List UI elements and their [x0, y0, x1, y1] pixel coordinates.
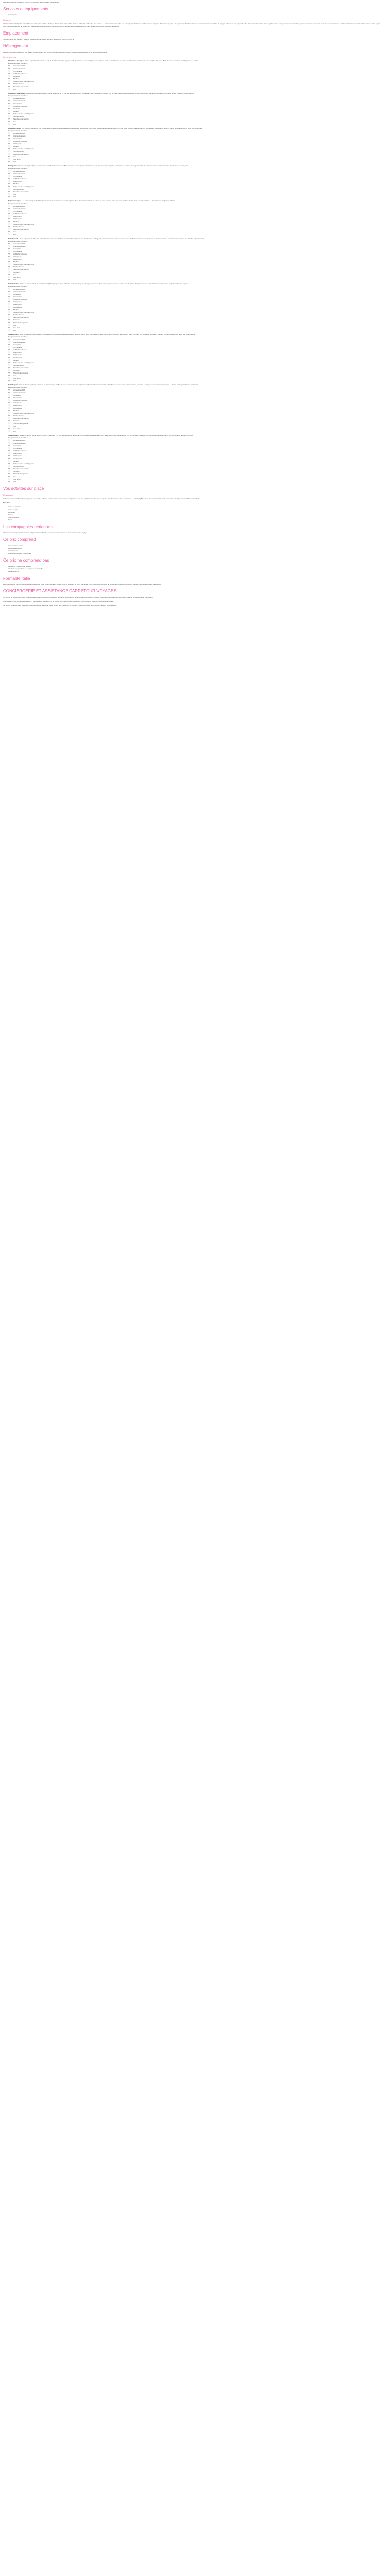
room-equipment-item: ◦ Terrasse [13, 369, 382, 372]
room-equipment-list [8, 288, 382, 332]
room-equipment-item: ◦ Accessibles PMR [13, 439, 382, 442]
excludes-item: • Les boissons, pourboires et dépenses personnelles [8, 568, 382, 570]
rooms-section-title: Hébergement [3, 44, 28, 48]
room-equipment-item: ◦ Wifi [13, 88, 382, 91]
room-equipment-item: ◦ Living room [13, 351, 382, 354]
rooms-head: Les chambres [3, 56, 17, 58]
room-equipment-label: Équipement de la chambre : [8, 240, 28, 242]
room-equipment-item: ◦ Accessibles PMR [13, 205, 382, 208]
about-title: Résumé [3, 19, 11, 21]
room-separator: : [21, 200, 23, 202]
room-equipment-item: ◦ Télévision par satellite [13, 468, 382, 470]
room-equipment-item: ◦ Accessibles PMR [13, 97, 382, 100]
includes-list [3, 545, 382, 555]
room-equipment-item: ◦ Sèche-cheveux [13, 266, 382, 268]
room-separator: : [18, 434, 20, 436]
room-equipment-item: ◦ Lit d'appoint [13, 457, 382, 460]
room-equipment-item: ◦ Canapé-lit [13, 394, 382, 397]
room-equipment-item: ◦ Vue jardin [13, 327, 382, 329]
room-equipment-item: ◦ Minibar [13, 183, 382, 185]
companies-title: Les compagnies aériennes [3, 524, 53, 529]
room-equipment-item: ◦ Salle de bains avec baignoire [13, 412, 382, 415]
room-equipment-item: ◦ Vue [13, 274, 382, 276]
room-equipment-item: ◦ Accessibles PMR [13, 132, 382, 135]
room-equipment-item: ◦ Lit king size [13, 180, 382, 183]
room-separator: : [25, 92, 27, 94]
room-equipment-item: ◦ Coffre-fort individuel [13, 140, 382, 143]
room-equipment-item: ◦ Coffre-fort individuel [13, 399, 382, 402]
room-equipment-item: ◦ Minibar [13, 78, 382, 80]
room-equipment-item: ◦ Climatisation [13, 175, 382, 178]
room-name: Suite Valadier [8, 283, 19, 285]
room-equipment-item: ◦ Télévision par satellite [13, 228, 382, 231]
room-equipment-item: ◦ Articles de toilette [13, 135, 382, 138]
room-equipment-item: ◦ Télévision par satellite [13, 316, 382, 319]
room-item [8, 60, 382, 91]
companies-text: La liste des compagnies aériennes est indiquée à titre indicatif et peut être modifiée lors de la réservation de votre voyage. [3, 532, 87, 534]
room-description: D'une superficie d'au moins 18 m2, la chambre classique propose un lit queen size (ou deux lits jumeaux) et donne sur la cour intérieure. Elle offre une décoration traditionnelle et un mobilier d'époque. Salle de bains en marbre avec baignoire et douche. [25, 60, 199, 62]
room-equipment-item: ◦ Canapé-lit [13, 248, 382, 250]
includes-item: • Les vols aller / retour [8, 545, 382, 547]
room-equipment-label: Équipement de la chambre : [8, 386, 28, 388]
room-equipment-item: ◦ Salle de bains avec baignoire [13, 263, 382, 266]
room-equipment-item: ◦ Lit double [13, 75, 382, 78]
room-equipment-item: ◦ Télévision par satellite [13, 417, 382, 420]
room-equipment-item: ◦ Terrasse [13, 271, 382, 274]
room-equipment-item: ◦ Salle de bains avec baignoire [13, 362, 382, 364]
room-equipment-item: ◦ Terrasse [13, 319, 382, 321]
room-equipment-list [8, 170, 382, 198]
room-equipment-item: ◦ Coffre-fort individuel [13, 178, 382, 180]
excludes-item: • Les visites, excursions et activités [8, 565, 382, 568]
room-equipment-list [8, 389, 382, 433]
room-equipment-item: ◦ Télévision par satellite [13, 367, 382, 369]
room-equipment-item: ◦ Vue jardin [13, 377, 382, 380]
room-equipment-item: ◦ Articles de toilette [13, 341, 382, 344]
room-equipment-item: ◦ Télévision par satellite [13, 191, 382, 193]
includes-item: • Les transferts [8, 550, 382, 552]
room-equipment-item: ◦ Minibar [13, 221, 382, 223]
room-item [8, 384, 382, 433]
room-description: La chambre deluxe (30 m2) est décorée dans des couleurs claires et chaleureuses. Elle dispose d'un lit king size ou de deux lits jumeaux, d'un coin salon et d'une salle de bains en marbre avec baignoire et douche. Vue sur le jardin secret ou sur la cour intérieure. [22, 127, 203, 129]
restaurant-title: Restaurant [3, 494, 13, 496]
room-description: D'une superficie de 80 m2, la suite Vasselli donne sur le jardin et la place. Elle comprend une chambre avec lit king size, un salon séparé, un bureau et une salle de bains en marbre avec baignoire et douche. La suite peut communiquer avec une chambre supplémentaire. [19, 238, 205, 240]
room-equipment-item: ◦ Articles de toilette [13, 291, 382, 293]
includes-title: Ce prix comprend [3, 537, 36, 542]
room-description: Située au sixième étage, la suite Valadier (90 m2) dispose d'une chambre avec un lit king size, d'un grand salon et d'une terrasse privée avec vue sur les toits de Rome. Elle possède une salle de bains en marbre avec baignoire et douche séparée. [20, 283, 189, 285]
intro-text: Description Ce pris comprend : Ce pris ne comprend pas Formalité Consignement [3, 1, 60, 3]
excludes-list [3, 565, 382, 573]
room-equipment-item: ◦ Wifi [13, 481, 382, 483]
room-equipment-list [8, 243, 382, 281]
page [0, 0, 385, 614]
room-equipment-item: ◦ Minibar [13, 110, 382, 113]
room-equipment-item: ◦ Lit double [13, 108, 382, 110]
room-equipment-label: Équipement de la chambre : [8, 202, 28, 205]
room-equipment-item: ◦ Salle de bains avec baignoire [13, 148, 382, 150]
wellness-item: • Sauna [8, 514, 382, 516]
room-equipment-item: ◦ Vue [13, 231, 382, 233]
room-equipment-item: ◦ Lit king size [13, 143, 382, 145]
room-equipment-item: ◦ Climatisation [13, 210, 382, 213]
room-equipment-item: ◦ Coffre-fort individuel [13, 213, 382, 215]
room-equipment-item: ◦ Minibar [13, 460, 382, 463]
services-list [3, 14, 382, 16]
room-equipment-item: ◦ Wifi [13, 380, 382, 382]
room-equipment-item: ◦ Coffre-fort individuel [13, 349, 382, 351]
room-equipment-item: ◦ Sèche-cheveux [13, 415, 382, 417]
room-equipment-item: ◦ Sèche-cheveux [13, 188, 382, 191]
room-name: Suite Popolo [8, 384, 18, 386]
wellness-item: • Hammam [8, 511, 382, 514]
service-item: • Conciergerie [8, 14, 382, 16]
room-equipment-label: Équipement de la chambre : [8, 285, 28, 287]
room-equipment-label: Équipement de la chambre : [8, 130, 28, 132]
room-equipment-item: ◦ Accessibles PMR [13, 243, 382, 245]
room-equipment-item: ◦ Coffre-fort individuel [13, 105, 382, 108]
room-item [8, 333, 382, 382]
excludes-title: Ce prix ne comprend pas [3, 558, 50, 563]
room-equipment-item: ◦ Sèche-cheveux [13, 314, 382, 316]
wellness-label: Bien-être [3, 502, 10, 504]
room-item [8, 434, 382, 483]
room-equipment-item: ◦ Terrasse [13, 420, 382, 422]
room-equipment-item: ◦ Climatisation [13, 296, 382, 298]
room-equipment-item: ◦ Climatisation [13, 103, 382, 105]
room-separator: : [17, 165, 19, 167]
room-equipment-list [8, 65, 382, 91]
room-equipment-item: ◦ Salle de bains avec baignoire [13, 311, 382, 314]
room-equipment-label: Équipement de la chambre : [8, 336, 28, 338]
room-equipment-item: ◦ Télévision par satellite [13, 86, 382, 88]
room-equipment-item: ◦ Télévision par satellite [13, 268, 382, 271]
room-equipment-item: ◦ Lit king size [13, 404, 382, 407]
activities-title: Vos activités sur place [3, 486, 44, 491]
location-title: Emplacement [3, 31, 28, 36]
room-equipment-item: ◦ Coffre-fort individuel [13, 298, 382, 301]
room-name: Suite Nijinsky [8, 434, 19, 436]
room-equipment-item: ◦ Wifi [13, 430, 382, 433]
room-name: Suite Vasselli [8, 238, 19, 240]
room-equipment-item: ◦ Articles de toilette [13, 442, 382, 445]
room-equipment-item: ◦ Wifi [13, 329, 382, 332]
room-equipment-label: Équipement de la chambre : [8, 95, 28, 97]
room-equipment-item: ◦ Canapé-lit [13, 344, 382, 346]
room-equipment-item: ◦ Lit king size [13, 218, 382, 221]
room-equipment-item: ◦ Sèche-cheveux [13, 83, 382, 86]
room-equipment-item: ◦ Accessibles PMR [13, 389, 382, 392]
room-equipment-list [8, 338, 382, 382]
room-item [8, 92, 382, 126]
room-name: Suite junior [8, 165, 17, 167]
about-text: L'Hôtel de Russie fait partie des établissements les plus célèbres de Rome. Fleuri dès le plus célèbre château et bientôt sur l'un des plus beaux : Le bâtiment historique offre une remarquable définition de raffinement et l'élégance. Dans l'élevage des 120 logements chambres et suites, des chambres aux meubles de l'époque offrent une vue imprenable des Thermes de Caracalla. Dans le jardin secret, vous pourrez vous détendre au parfum des roses le long des murs et sous un ciel bleu. Le Stravinskij Bar s'ouvre sur la piazza. Lors de votre séjour, vous pourrez contempler au dessus des grands toits l'urbanisme de la colline du Pincio et les jardins de la Villa Borghese. Dans la ville vous pourrez découvrir l'élégance. [3, 23, 380, 27]
room-equipment-item: ◦ Lit king size [13, 354, 382, 357]
room-equipment-item: ◦ Vue [13, 476, 382, 478]
rooms-section-text: Les 120 chambres et suites de luxe restent contemporains, tout en concilier de leurs design élégant. Ils sont toutes équipées de la technologie moderne. [3, 51, 108, 53]
room-equipment-item: ◦ Wifi [13, 279, 382, 281]
room-equipment-list [8, 132, 382, 163]
room-equipment-item: ◦ Lit king size [13, 455, 382, 457]
room-equipment-item: ◦ Minibar [13, 410, 382, 412]
room-equipment-item: ◦ Salle de bains avec baignoire [13, 80, 382, 83]
formality-title: Formalité Italie [3, 576, 30, 581]
room-equipment-item: ◦ Vue [13, 193, 382, 196]
room-equipment-item: ◦ Climatisation [13, 447, 382, 450]
wellness-item: • Salle de fitness [8, 516, 382, 519]
room-equipment-item: ◦ Lit d'appoint [13, 407, 382, 410]
concierge-title: CONCIERGERIE ET ASSISTANCE CARREFOUR VOYAGES [3, 589, 117, 594]
room-equipment-item: ◦ Living room [13, 215, 382, 218]
room-description: La suite classique (de 60 m2) se compose d'une chambre avec lit king size, d'un salon séparé et de deux salles de bains. La suite offre une vue magnifique sur le jardin ou sur la piazza. La décoration est élégante et raffinée. [22, 200, 176, 202]
wellness-item: • Accès au spa [8, 509, 382, 511]
room-equipment-item: ◦ Lit king size [13, 258, 382, 261]
room-separator: : [18, 283, 20, 285]
room-equipment-item: ◦ Vue [13, 121, 382, 123]
room-equipment-item: ◦ Terrasse [13, 470, 382, 473]
room-name: Suites classiques [8, 200, 22, 202]
room-equipment-item: ◦ Minibar [13, 261, 382, 263]
room-description: L'élégante chambre supérieure, d'une superficie de 25 m2, est décorée dans un style élégant. Elle possède un lit queen size ou deux lits jumeaux et une salle de bains en marbre. Certaines chambres donnent sur la cour intérieure ou sur le jardin. [26, 92, 194, 94]
room-name: Suite Picasso [8, 333, 19, 335]
room-equipment-item: ◦ Living room [13, 452, 382, 455]
room-equipment-item: ◦ Coffre-fort individuel [13, 450, 382, 452]
room-equipment-item: ◦ Accessibles PMR [13, 170, 382, 173]
room-item [8, 283, 382, 332]
room-equipment-item: ◦ Accessibles PMR [13, 65, 382, 67]
room-equipment-list [8, 205, 382, 236]
room-separator: : [24, 60, 26, 62]
room-name: Chambres classiques [8, 60, 24, 62]
room-equipment-item: ◦ Thé/café à disposition [13, 473, 382, 476]
room-name: Chambres supérieures [8, 92, 25, 94]
concierge-paragraph: Ce service est inclus dans votre forfait et accessible par téléphone ou par e-mail. Nos conseillers se tiennent à votre disposition pour répondre à toutes vos questions. [3, 604, 117, 606]
room-equipment-item: ◦ Accessibles PMR [13, 338, 382, 341]
room-equipment-item: ◦ Vue jardin [13, 478, 382, 481]
room-equipment-item: ◦ Vue jardin [13, 276, 382, 279]
location-text: Situé sur la Via del Babuino, l'Hôtel de Russie offre une vue sur la Piazza del Popolo, à 50 mètres de là. [3, 38, 74, 40]
room-equipment-list [8, 439, 382, 483]
formality-text: Les ressortissants français doivent être en possession d'une carte nationale d'identité ou d'un passeport en cours de validité. Nous vous recommandons de vérifier les formalités auprès des autorités compétentes avant votre départ. [3, 583, 161, 585]
concierge-paragraph: Un service de conciergerie est à votre disposition avant et pendant votre séjour pour vous accompagner dans l'organisation de votre voyage : réservation de restaurants, activités, transferts et toute demande particulière. [3, 596, 153, 598]
room-equipment-item: ◦ Articles de toilette [13, 100, 382, 103]
wellness-item: • Soins [8, 519, 382, 521]
includes-item: • Les taxes aériennes [8, 547, 382, 550]
room-name: Chambres deluxe [8, 127, 22, 129]
room-equipment-item: ◦ Salle de bains avec baignoire [13, 113, 382, 115]
room-equipment-item: ◦ Wifi [13, 196, 382, 198]
room-separator: : [18, 384, 19, 386]
restaurant-text: Le Restaurant Le Jardin de Russie propose une cuisine italienne contemporaine dans un cadre élégant avec vue sur le jardin secret. En été, le déjeuner et le dîner sont servis en terrasse. Le Stravinskij Bar est un lieu incontournable de la vie romaine, idéal pour un apéritif ou un cocktail. [3, 498, 199, 500]
room-equipment-item: ◦ Wifi [13, 123, 382, 126]
room-equipment-list [8, 97, 382, 126]
room-equipment-item: ◦ Living room [13, 402, 382, 404]
room-equipment-item: ◦ Accessibles PMR [13, 288, 382, 291]
room-equipment-item: ◦ Vue [13, 425, 382, 428]
room-equipment-item: ◦ Vue jardin [13, 428, 382, 430]
room-equipment-item: ◦ Climatisation [13, 250, 382, 253]
room-equipment-item: ◦ Lit d'appoint [13, 357, 382, 359]
room-equipment-item: ◦ Climatisation [13, 138, 382, 140]
room-equipment-item: ◦ Lit d'appoint [13, 306, 382, 309]
room-description: La suite Popolo (120 m2) est située au dernier étage et offre une vue spectaculaire sur la piazza del Popolo. Elle comprend deux chambres, un grand salon avec cheminée, une salle à manger et une terrasse aménagée. Le design mélange tradition et modernité. [19, 384, 199, 386]
room-equipment-item: ◦ Thé/café à disposition [13, 422, 382, 425]
includes-item: • L'hébergement dans l'hôtel choisi [8, 552, 382, 555]
room-equipment-item: ◦ Minibar [13, 359, 382, 362]
room-equipment-label: Équipement de la chambre : [8, 62, 28, 64]
room-equipment-item: ◦ Coffre-fort individuel [13, 73, 382, 75]
room-equipment-item: ◦ Salle de bains avec baignoire [13, 185, 382, 188]
room-equipment-item: ◦ Sèche-cheveux [13, 115, 382, 118]
concierge-paragraphs [3, 596, 382, 607]
room-equipment-item: ◦ Vue [13, 156, 382, 158]
room-equipment-item: ◦ Canapé-lit [13, 445, 382, 447]
room-equipment-label: Équipement de la chambre : [8, 437, 28, 439]
room-equipment-item: ◦ Articles de toilette [13, 67, 382, 70]
room-equipment-item: ◦ Coffre-fort individuel [13, 253, 382, 256]
room-equipment-item: ◦ Lit king size [13, 303, 382, 306]
room-equipment-item: ◦ Sèche-cheveux [13, 226, 382, 228]
room-description: La suite junior (45 m2) est décorée dans un style contemporain et offre un espace de vie séparé de la chambre. Elle possède un lit king size, un salon avec canapé et une grande salle de bains en marbre. Certaines suites offrent une vue sur le jardin. [18, 165, 189, 167]
room-separator: : [18, 333, 20, 335]
room-item [8, 238, 382, 281]
room-equipment-item: ◦ Vue [13, 375, 382, 377]
room-equipment-item: ◦ Living room [13, 256, 382, 258]
room-equipment-item: ◦ Télévision par satellite [13, 118, 382, 121]
services-title: Services et équipements [3, 7, 48, 11]
room-equipment-item: ◦ Climatisation [13, 346, 382, 349]
room-equipment-item: ◦ Articles de toilette [13, 208, 382, 210]
room-description: Située au dernier étage, la suite Nijinsky s'étend sur 170 m2. Elle dispose de deux chambres, de deux salles de bains, d'un vaste salon avec salle à manger et d'une terrasse privée offrant une vue panoramique sur les toits de Rome et la colline du Pincio. [20, 434, 194, 436]
room-separator: : [21, 127, 23, 129]
room-description: Sous les toits de l'hôtel, la suite Picasso est un hommage au célèbre peintre qui séjourna dans l'hôtel. D'une superficie de 100 m2, elle comprend une chambre avec un lit king size, un salon, une salle à manger et une terrasse privée avec vue sur les jardins. [20, 333, 196, 335]
room-equipment-item: ◦ Télévision par satellite [13, 153, 382, 156]
concierge-paragraph: Une assistance est joignable 24h/24 et 7j/7 pendant votre séjour en cas de besoin. Les coordonnées vous seront communiquées avec vos documents de voyage. [3, 600, 114, 602]
room-equipment-item: ◦ Minibar [13, 309, 382, 311]
room-equipment-item: ◦ Sèche-cheveux [13, 364, 382, 367]
room-equipment-item: ◦ Articles de toilette [13, 245, 382, 248]
room-equipment-item: ◦ Minibar [13, 145, 382, 148]
room-item [8, 127, 382, 163]
room-equipment-item: ◦ Wifi [13, 161, 382, 163]
excludes-item: • Les assurances [8, 570, 382, 573]
room-item [8, 200, 382, 236]
room-separator: : [18, 238, 20, 240]
room-equipment-item: ◦ Climatisation [13, 397, 382, 399]
room-equipment-item: ◦ Vue jardin [13, 158, 382, 161]
room-equipment-item: ◦ Salle de bains avec baignoire [13, 463, 382, 465]
wellness-list [3, 506, 382, 521]
room-equipment-item: ◦ Climatisation [13, 70, 382, 73]
room-equipment-item: ◦ Wifi [13, 233, 382, 236]
room-equipment-item: ◦ Thé/café à disposition [13, 321, 382, 324]
room-equipment-item: ◦ Articles de toilette [13, 173, 382, 175]
wellness-item: • Accès à la piscine [8, 506, 382, 509]
room-equipment-item: ◦ Salle de bains avec baignoire [13, 223, 382, 226]
room-equipment-item: ◦ Sèche-cheveux [13, 465, 382, 468]
room-equipment-label: Équipement de la chambre : [8, 167, 28, 170]
room-equipment-item: ◦ Articles de toilette [13, 392, 382, 394]
room-equipment-item: ◦ Sèche-cheveux [13, 150, 382, 153]
room-equipment-item: ◦ Thé/café à disposition [13, 372, 382, 375]
room-equipment-item: ◦ Living room [13, 301, 382, 303]
room-equipment-item: ◦ Canapé-lit [13, 293, 382, 296]
rooms-list [3, 60, 382, 483]
room-item [8, 165, 382, 198]
room-equipment-item: ◦ Vue [13, 324, 382, 327]
